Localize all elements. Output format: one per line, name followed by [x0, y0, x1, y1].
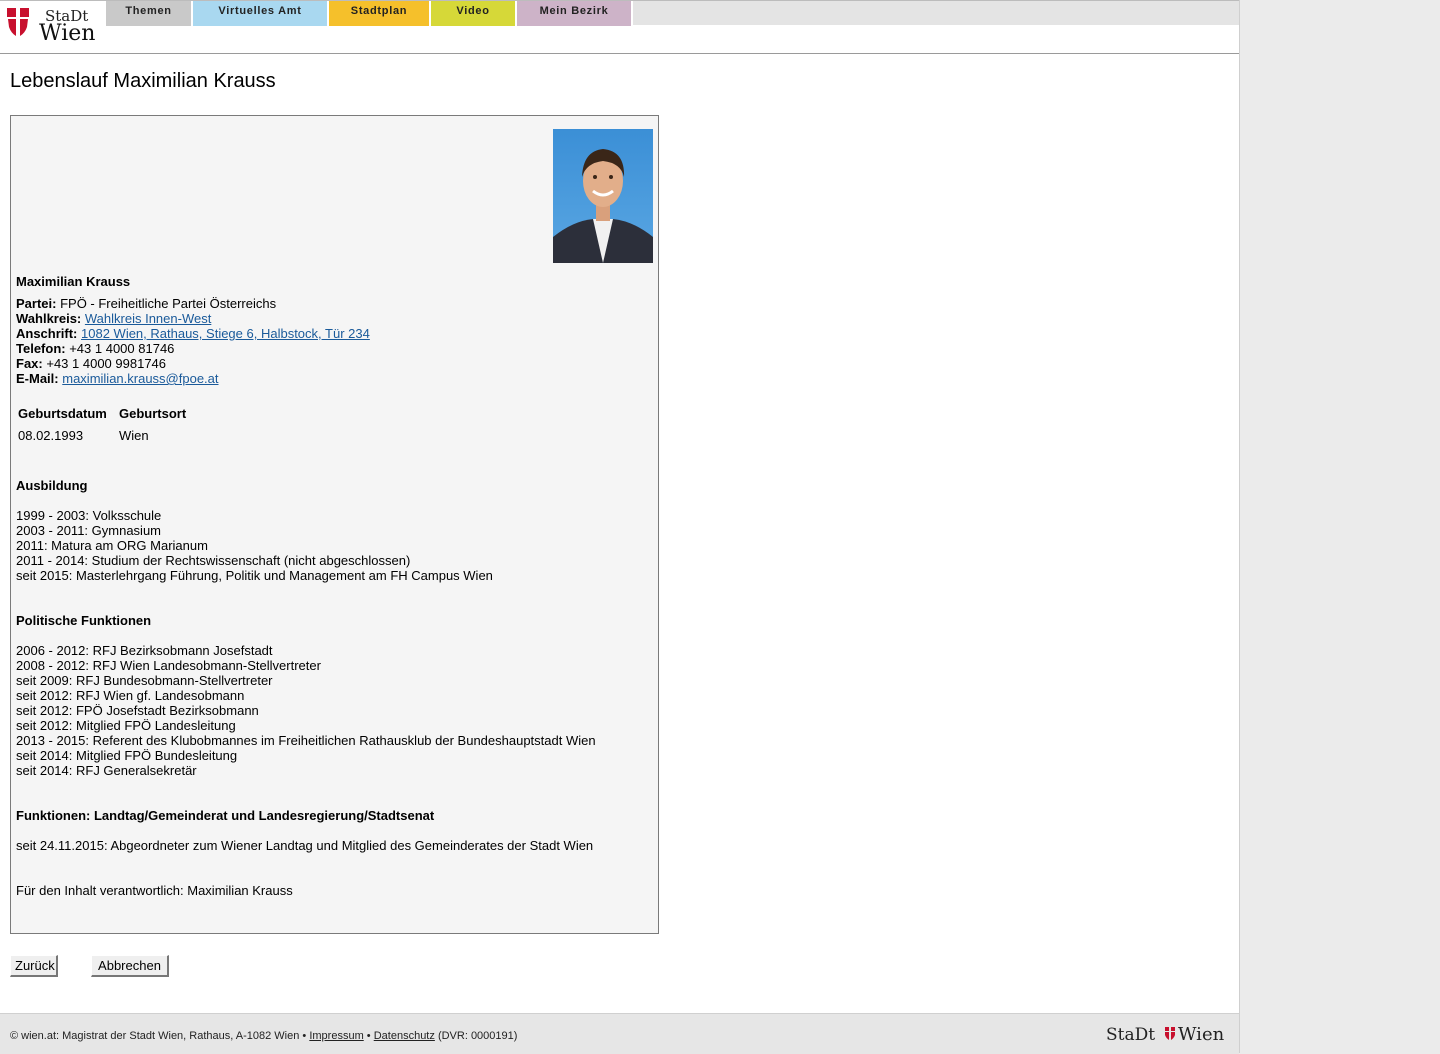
footer — [0, 1013, 1239, 1054]
list-item: seit 2014: RFJ Generalsekretär — [16, 763, 197, 778]
stadt-wien-logo[interactable] — [6, 5, 102, 45]
list-item: seit 2009: RFJ Bundesobmann-Stellvertreter — [16, 673, 273, 688]
footer-text — [10, 1030, 517, 1042]
tab-video[interactable]: Video — [431, 1, 517, 26]
funktionen-heading: Funktionen: Landtag/Gemeinderat und Landesregierung/Stadtsenat — [16, 808, 435, 823]
tab-virtuelles-amt[interactable]: Virtuelles Amt — [193, 1, 329, 26]
page-title: Lebenslauf Maximilian Krauss — [10, 70, 276, 92]
fax-value: +43 1 4000 9981746 — [46, 356, 167, 371]
list-item: 2008 - 2012: RFJ Wien Landesobmann-Stellvertreter — [16, 658, 321, 673]
footer-logo-right: Wien — [1178, 1024, 1225, 1045]
funktionen-list — [16, 838, 593, 853]
anschrift-row — [16, 326, 370, 341]
list-item: 1999 - 2003: Volksschule — [16, 508, 162, 523]
email-link[interactable]: maximilian.krauss@fpoe.at — [62, 371, 219, 386]
email-label: E-Mail: — [16, 371, 59, 386]
wahlkreis-label: Wahlkreis: — [16, 311, 82, 326]
fax-row — [16, 356, 370, 371]
geburtsdatum-value: 08.02.1993 — [18, 428, 84, 443]
ausbildung-heading: Ausbildung — [16, 478, 88, 493]
telefon-label: Telefon: — [16, 341, 66, 356]
profile-box — [10, 115, 659, 934]
geburtsort-value: Wien — [119, 428, 149, 443]
email-row — [16, 371, 370, 386]
partei-row — [16, 296, 370, 311]
list-item: seit 24.11.2015: Abgeordneter zum Wiener Landtag und Mitglied des Gemeinderates der Stadt Wien — [16, 838, 594, 853]
birth-table-row — [18, 428, 186, 443]
responsible-note: Für den Inhalt verantwortlich: Maximilian Krauss — [16, 883, 293, 898]
politische-list — [16, 643, 596, 778]
person-name: Maximilian Krauss — [16, 274, 131, 289]
contact-block — [16, 296, 370, 386]
fax-label: Fax: — [16, 356, 43, 371]
birth-table-header — [18, 406, 186, 421]
cancel-button[interactable]: Abbrechen — [91, 955, 169, 977]
footer-separator: • — [366, 1030, 371, 1042]
list-item: seit 2014: Mitglied FPÖ Bundesleitung — [16, 748, 238, 763]
header-geburtsdatum: Geburtsdatum — [18, 406, 107, 421]
footer-copyright: © wien.at: Magistrat der Stadt Wien, Rathaus, A-1082 Wien • — [10, 1030, 307, 1042]
logo-line2: Wien — [39, 21, 96, 45]
anschrift-label: Anschrift: — [16, 326, 78, 341]
list-item: 2011 - 2014: Studium der Rechtswissenschaft (nicht abgeschlossen) — [16, 553, 411, 568]
wien-shield-icon — [1165, 1027, 1175, 1040]
wahlkreis-link[interactable]: Wahlkreis Innen-West — [84, 311, 212, 326]
partei-label: Partei: — [16, 296, 57, 311]
list-item: seit 2015: Masterlehrgang Führung, Politik und Management am FH Campus Wien — [16, 568, 493, 583]
birth-table — [18, 406, 186, 443]
list-item: 2006 - 2012: RFJ Bezirksobmann Josefstadt — [16, 643, 273, 658]
main-navigation — [106, 1, 633, 26]
portrait-photo — [553, 129, 653, 263]
politische-heading: Politische Funktionen — [16, 613, 152, 628]
partei-value: FPÖ - Freiheitliche Partei Österreichs — [60, 296, 277, 311]
ausbildung-list — [16, 508, 493, 583]
footer-logo-left: StaDt — [1106, 1025, 1156, 1045]
list-item: 2003 - 2011: Gymnasium — [16, 523, 161, 538]
telefon-value: +43 1 4000 81746 — [69, 341, 175, 356]
header-geburtsort: Geburtsort — [119, 406, 187, 421]
logo-line1: StaDt — [45, 7, 89, 25]
list-item: 2011: Matura am ORG Marianum — [16, 538, 208, 553]
header — [0, 0, 1239, 54]
datenschutz-link[interactable]: Datenschutz — [373, 1030, 435, 1042]
list-item: seit 2012: RFJ Wien gf. Landesobmann — [16, 688, 245, 703]
tab-stadtplan[interactable]: Stadtplan — [329, 1, 431, 26]
anschrift-link[interactable]: 1082 Wien, Rathaus, Stiege 6, Halbstock, Tür 234 — [81, 326, 370, 341]
list-item: 2013 - 2015: Referent des Klubobmannes im Freiheitlichen Rathausklub der Bundeshauptstadt Wien — [16, 733, 596, 748]
list-item: seit 2012: FPÖ Josefstadt Bezirksobmann — [16, 703, 259, 718]
tab-themen[interactable]: Themen — [106, 1, 193, 26]
footer-stadt-wien-logo[interactable] — [1106, 1022, 1230, 1046]
back-button[interactable]: Zurück — [10, 955, 58, 977]
footer-dvr: (DVR: 0000191) — [437, 1030, 518, 1042]
tab-mein-bezirk[interactable]: Mein Bezirk — [517, 1, 633, 26]
wien-shield-icon — [7, 8, 29, 36]
impressum-link[interactable]: Impressum — [309, 1030, 364, 1042]
list-item: seit 2012: Mitglied FPÖ Landesleitung — [16, 718, 236, 733]
telefon-row — [16, 341, 370, 356]
wahlkreis-row — [16, 311, 370, 326]
